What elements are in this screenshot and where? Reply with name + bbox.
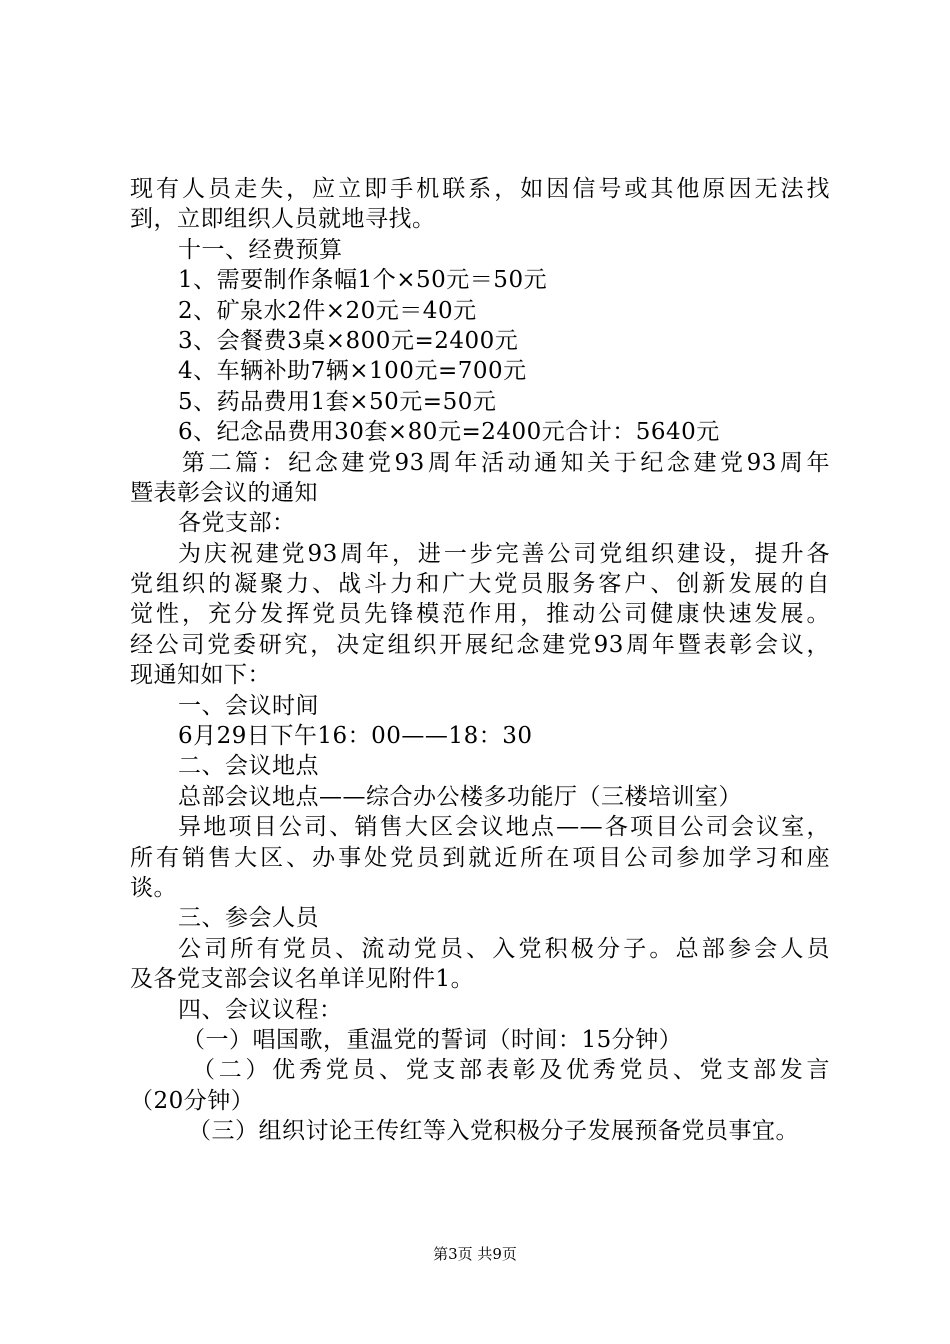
section-heading: 三、参会人员 bbox=[178, 905, 319, 932]
section-heading: 十一、经费预算 bbox=[178, 236, 343, 263]
paragraph-line: 谈。 bbox=[130, 874, 177, 901]
agenda-item: （二）优秀党员、党支部表彰及优秀党员、党支部发言 bbox=[192, 1057, 830, 1084]
document-body bbox=[130, 174, 830, 1147]
section-heading: 四、会议议程： bbox=[178, 996, 343, 1023]
paragraph-line: 公司所有党员、流动党员、入党积极分子。总部参会人员 bbox=[178, 935, 830, 962]
paragraph-line: 经公司党委研究，决定组织开展纪念建党93周年暨表彰会议， bbox=[130, 631, 830, 658]
chapter-title: 第二篇：纪念建党93周年活动通知关于纪念建党93周年 bbox=[182, 449, 830, 476]
section-heading: 一、会议时间 bbox=[178, 692, 319, 719]
budget-item: 5、药品费用1套×50元=50元 bbox=[178, 388, 497, 415]
agenda-item: （一）唱国歌，重温党的誓词（时间：15分钟） bbox=[182, 1026, 683, 1053]
salutation: 各党支部： bbox=[178, 510, 296, 537]
section-heading: 二、会议地点 bbox=[178, 753, 319, 780]
paragraph-line: 所有销售大区、办事处党员到就近所在项目公司参加学习和座 bbox=[130, 844, 830, 871]
meeting-time: 6月29日下午16：00——18：30 bbox=[178, 723, 533, 750]
budget-item: 4、车辆补助7辆×100元=700元 bbox=[178, 358, 527, 385]
paragraph-line: 及各党支部会议名单详见附件1。 bbox=[130, 966, 475, 993]
paragraph-line: 现有人员走失，应立即手机联系，如因信号或其他原因无法找 bbox=[130, 176, 830, 202]
paragraph-line: 党组织的凝聚力、战斗力和广大党员服务客户、创新发展的自 bbox=[130, 571, 830, 598]
budget-item: 6、纪念品费用30套×80元=2400元合计：5640元 bbox=[178, 419, 720, 446]
agenda-item: （三）组织讨论王传红等入党积极分子发展预备党员事宜。 bbox=[188, 1118, 799, 1145]
budget-item: 1、需要制作条幅1个×50元＝50元 bbox=[178, 267, 548, 294]
paragraph-line: 现通知如下： bbox=[130, 662, 271, 689]
budget-item: 3、会餐费3桌×800元=2400元 bbox=[178, 327, 519, 354]
paragraph-line: 到，立即组织人员就地寻找。 bbox=[130, 206, 436, 233]
paragraph-line: 觉性，充分发挥党员先锋模范作用，推动公司健康快速发展。 bbox=[130, 601, 830, 628]
chapter-title: 暨表彰会议的通知 bbox=[130, 479, 318, 506]
meeting-location: 总部会议地点——综合办公楼多功能厅（三楼培训室） bbox=[178, 783, 742, 810]
paragraph-line: 为庆祝建党93周年，进一步完善公司党组织建设，提升各 bbox=[178, 540, 830, 567]
page-number-footer: 第3页 共9页 bbox=[433, 1245, 517, 1263]
agenda-item: （20分钟） bbox=[130, 1087, 255, 1114]
paragraph-line: 异地项目公司、销售大区会议地点——各项目公司会议室， bbox=[178, 814, 830, 841]
budget-item: 2、矿泉水2件×20元＝40元 bbox=[178, 297, 477, 324]
